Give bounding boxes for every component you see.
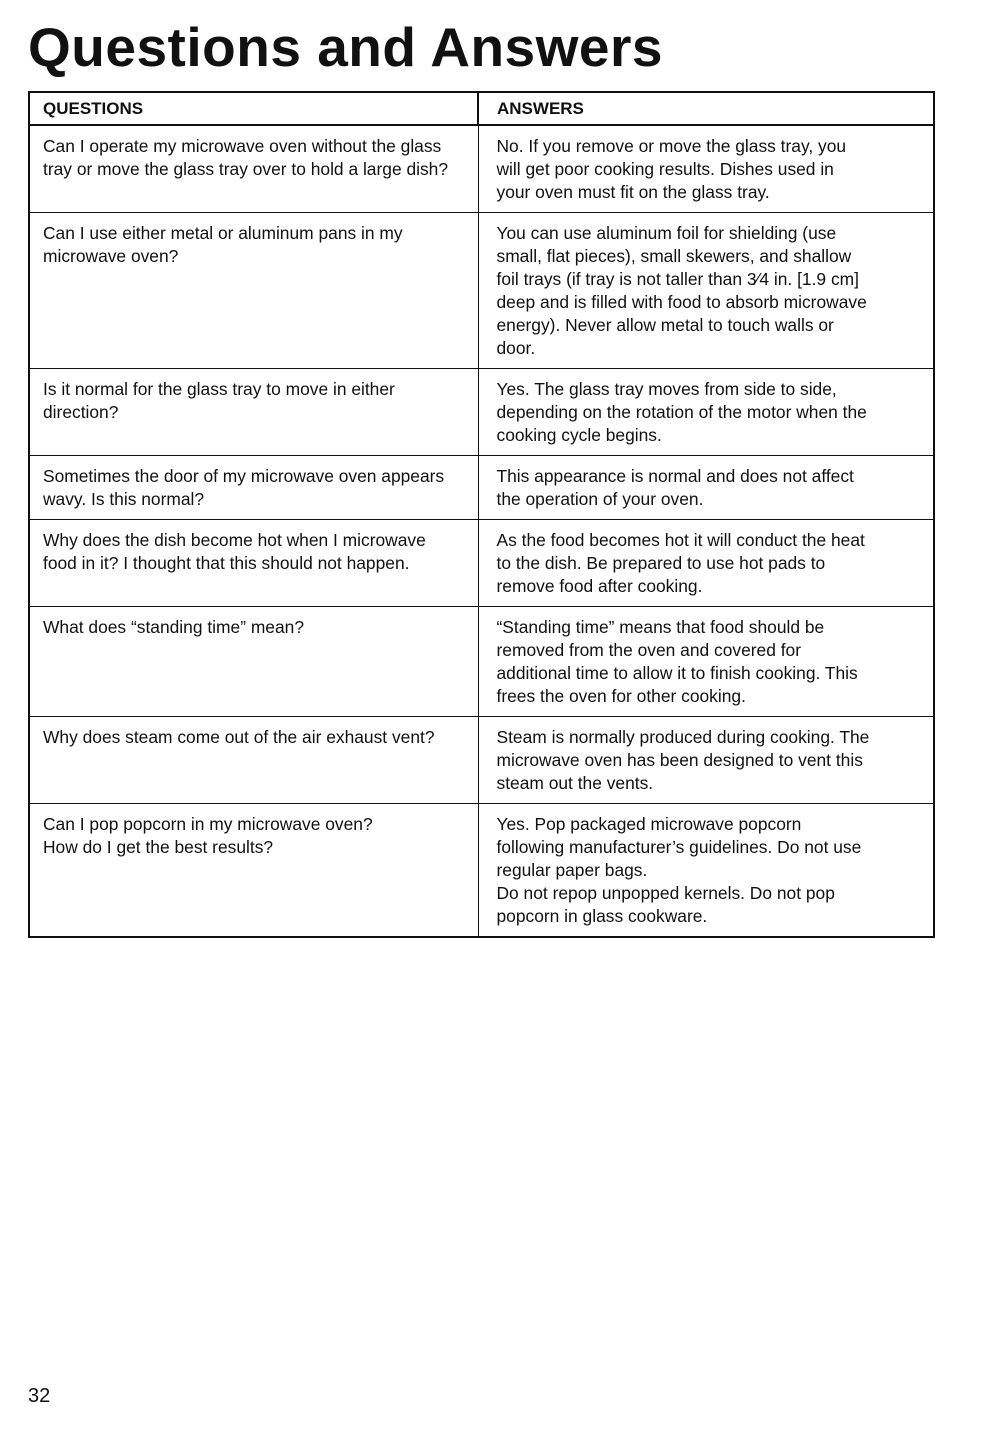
answer-text-line: microwave oven has been designed to vent this	[496, 750, 863, 770]
question-text-line: food in it? I thought that this should not happen.	[43, 553, 410, 573]
answer-text-line: As the food becomes hot it will conduct the heat	[496, 530, 865, 550]
answer-cell	[478, 607, 934, 717]
answer-text-line: depending on the rotation of the motor when the	[496, 402, 867, 422]
table-row	[29, 369, 934, 456]
answer-text-line: regular paper bags.	[496, 860, 648, 880]
answer-text-line: Yes. The glass tray moves from side to side,	[496, 379, 837, 399]
table-header-row	[29, 92, 934, 125]
answer-cell	[478, 804, 934, 938]
qa-table-body	[29, 125, 934, 937]
question-text-line: wavy. Is this normal?	[43, 489, 205, 509]
answers-column-header: ANSWERS	[478, 92, 934, 125]
answer-text-line: energy). Never allow metal to touch walls or	[496, 315, 834, 335]
question-text-line: What does “standing time” mean?	[43, 617, 304, 637]
question-text-line: Why does steam come out of the air exhaust vent?	[43, 727, 435, 747]
question-cell	[29, 369, 478, 456]
question-text-line: Sometimes the door of my microwave oven appears	[43, 466, 445, 486]
table-row	[29, 520, 934, 607]
answer-text-line: Steam is normally produced during cooking. The	[496, 727, 870, 747]
question-cell	[29, 717, 478, 804]
question-text-line: Can I operate my microwave oven without the glass	[43, 136, 442, 156]
question-cell	[29, 456, 478, 520]
question-text-line: Can I pop popcorn in my microwave oven?	[43, 814, 373, 834]
page-title: Questions and Answers	[28, 16, 663, 78]
answer-cell	[478, 213, 934, 369]
answer-text-line: foil trays (if tray is not taller than 3⁄4 in. [1.9 cm]	[496, 269, 859, 289]
answer-text-line: popcorn in glass cookware.	[496, 906, 708, 926]
question-text-line: direction?	[43, 402, 119, 422]
answer-text-line: the operation of your oven.	[496, 489, 704, 509]
answer-text-line: will get poor cooking results. Dishes used in	[496, 159, 834, 179]
answer-cell	[478, 520, 934, 607]
answer-text-line: Yes. Pop packaged microwave popcorn	[496, 814, 802, 834]
page-number: 32	[28, 1385, 51, 1407]
answer-cell	[478, 456, 934, 520]
question-cell	[29, 607, 478, 717]
answer-text-line: Do not repop unpopped kernels. Do not pop	[496, 883, 835, 903]
question-cell	[29, 213, 478, 369]
answer-text-line: No. If you remove or move the glass tray, you	[496, 136, 847, 156]
answer-cell	[478, 125, 934, 213]
answer-text-line: steam out the vents.	[496, 773, 654, 793]
answer-cell	[478, 717, 934, 804]
question-text-line: tray or move the glass tray over to hold a large dish?	[43, 159, 449, 179]
answer-text-line: remove food after cooking.	[496, 576, 703, 596]
answer-text-line: to the dish. Be prepared to use hot pads to	[496, 553, 826, 573]
questions-column-header: QUESTIONS	[29, 92, 478, 125]
table-row	[29, 607, 934, 717]
answer-text-line: “Standing time” means that food should be	[496, 617, 825, 637]
qa-table	[28, 91, 935, 938]
question-text-line: Is it normal for the glass tray to move in either	[43, 379, 395, 399]
answer-cell	[478, 369, 934, 456]
answer-text-line: This appearance is normal and does not affect	[496, 466, 854, 486]
question-cell	[29, 520, 478, 607]
answer-text-line: frees the oven for other cooking.	[496, 686, 746, 706]
table-row	[29, 213, 934, 369]
table-row	[29, 717, 934, 804]
question-text-line: Why does the dish become hot when I microwave	[43, 530, 426, 550]
answer-text-line: You can use aluminum foil for shielding (use	[496, 223, 837, 243]
answer-text-line: your oven must fit on the glass tray.	[496, 182, 770, 202]
question-cell	[29, 804, 478, 938]
question-text-line: microwave oven?	[43, 246, 179, 266]
answer-text-line: deep and is filled with food to absorb microwave	[496, 292, 867, 312]
answer-text-line: cooking cycle begins.	[496, 425, 662, 445]
answer-text-line: following manufacturer’s guidelines. Do not use	[496, 837, 862, 857]
table-row	[29, 456, 934, 520]
answer-text-line: removed from the oven and covered for	[496, 640, 801, 660]
question-cell	[29, 125, 478, 213]
table-row	[29, 804, 934, 938]
answer-text-line: additional time to allow it to finish cooking. This	[496, 663, 858, 683]
table-row	[29, 125, 934, 213]
question-text-line: How do I get the best results?	[43, 837, 274, 857]
question-text-line: Can I use either metal or aluminum pans in my	[43, 223, 403, 243]
answer-text-line: small, flat pieces), small skewers, and shallow	[496, 246, 852, 266]
answer-text-line: door.	[496, 338, 536, 358]
